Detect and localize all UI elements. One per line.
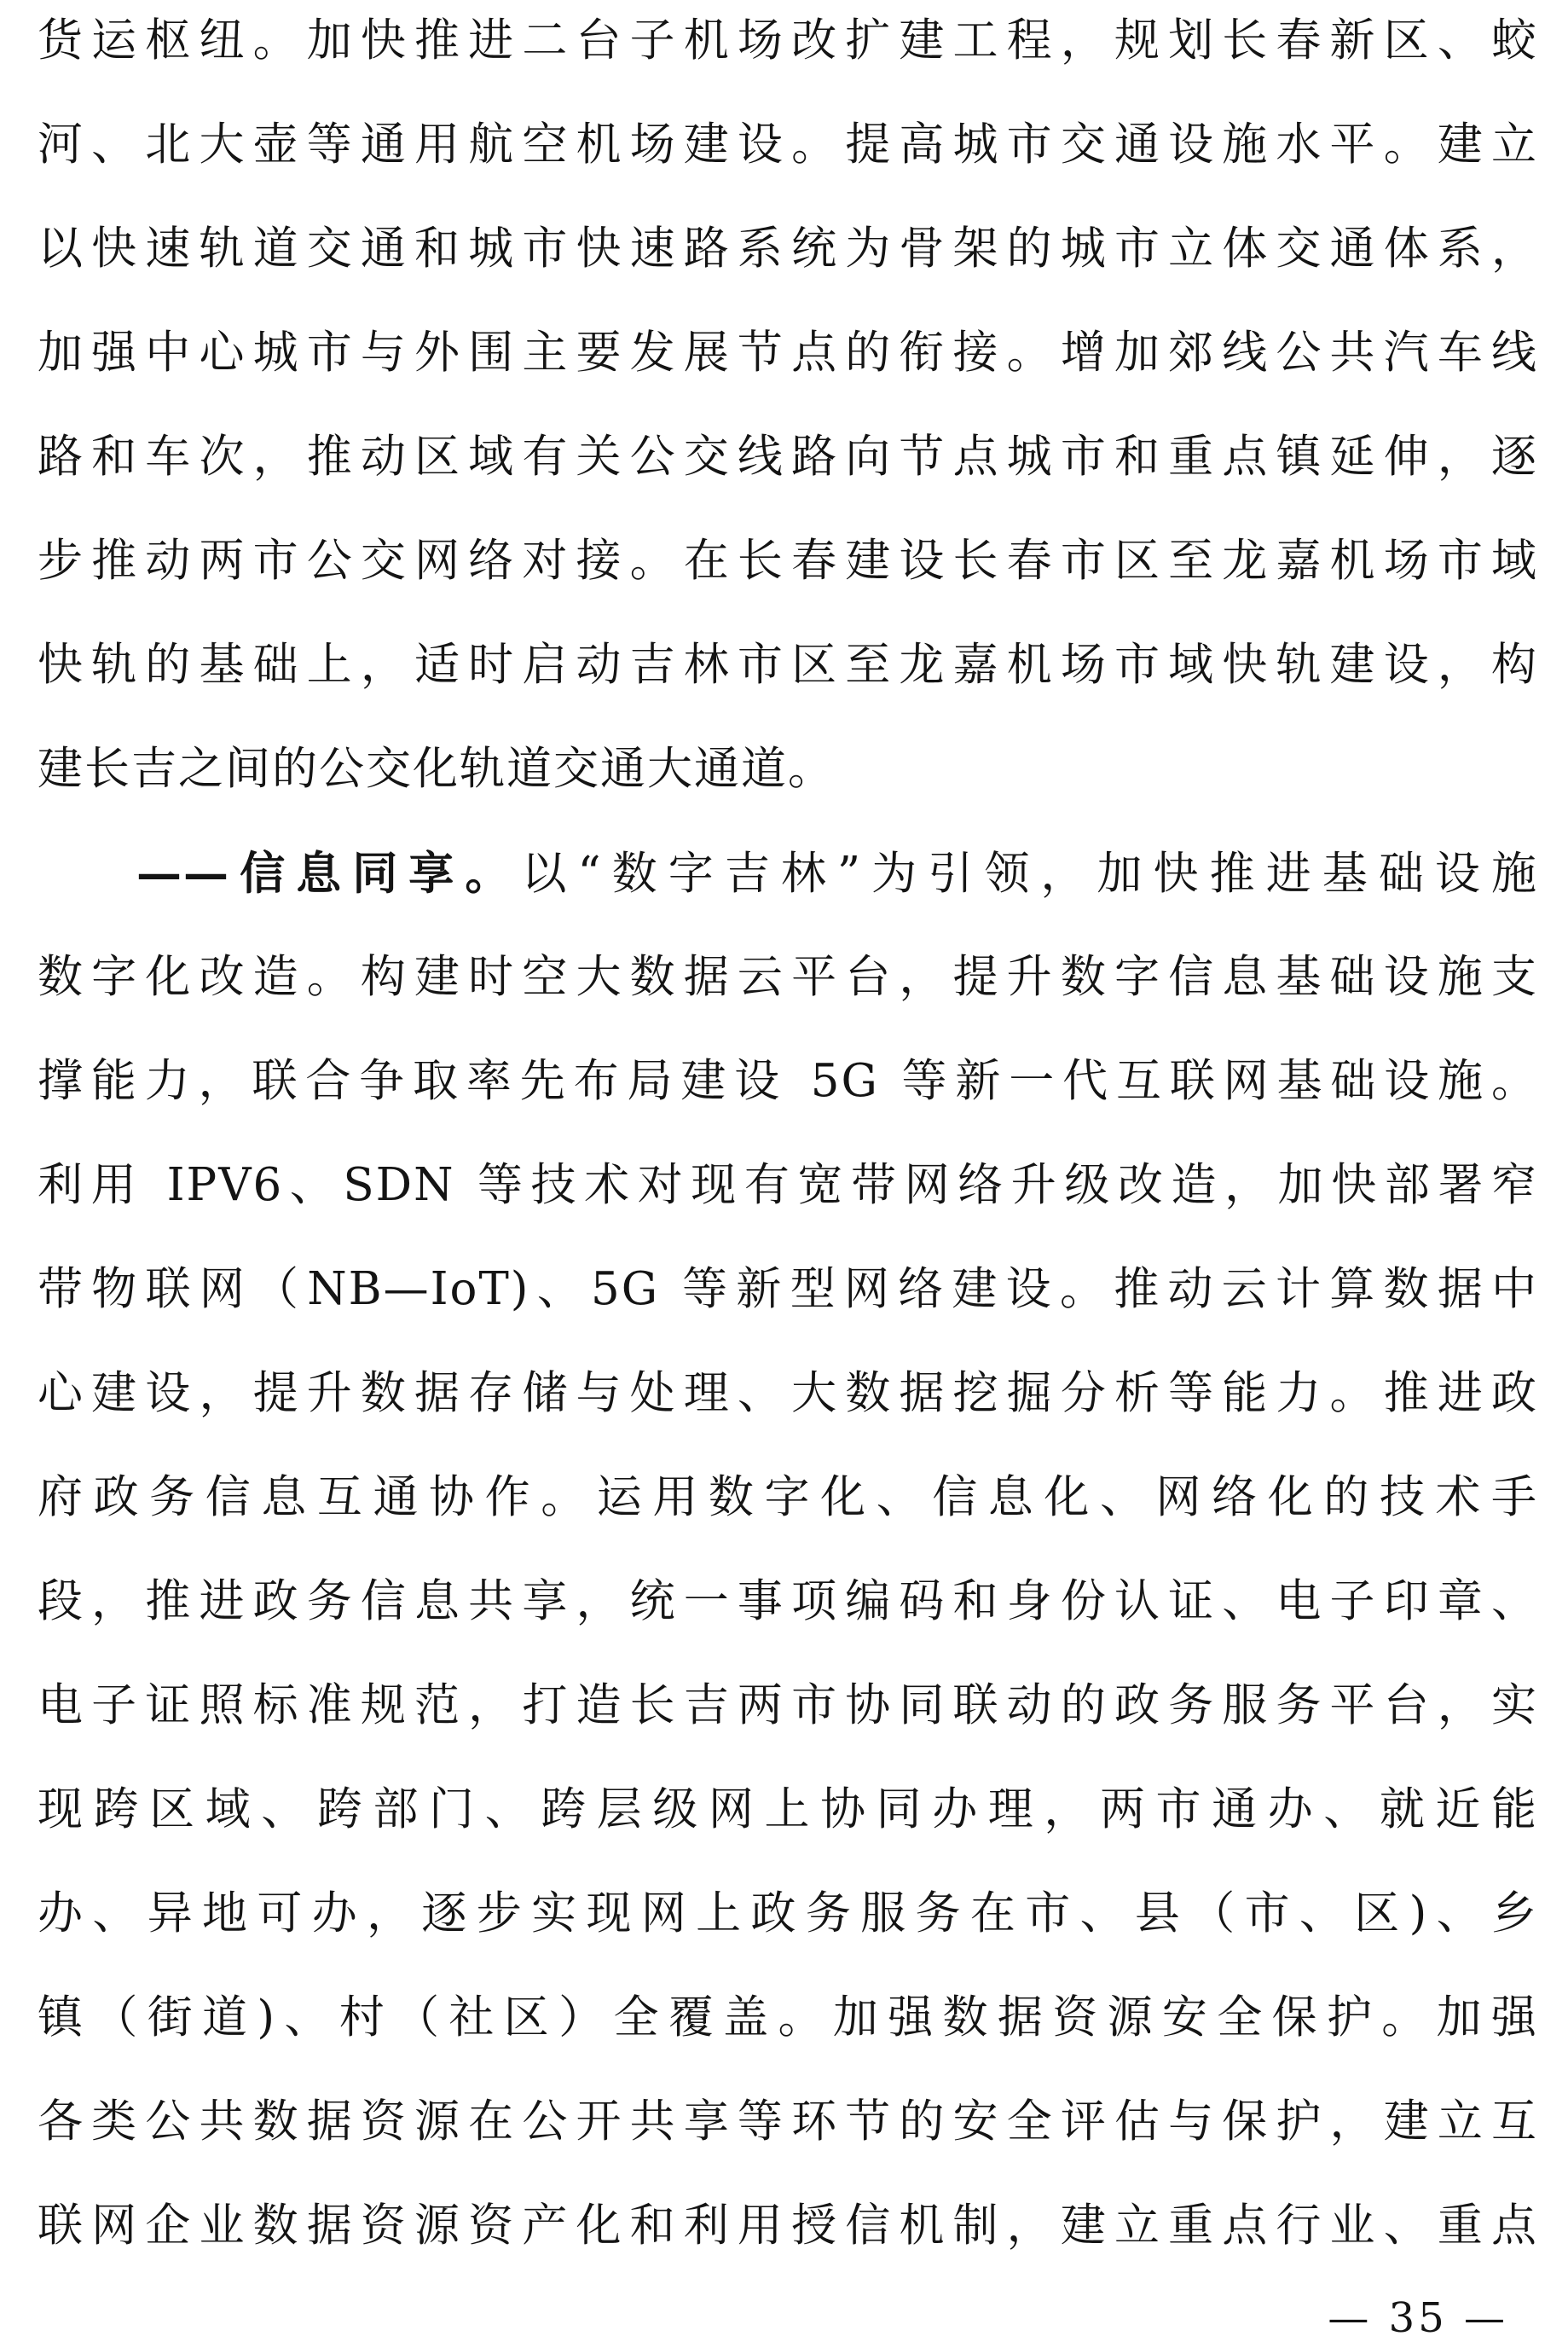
text-line: 以快速轨道交通和城市快速路系统为骨架的城市立体交通体系，	[38, 223, 1538, 275]
text-line: 加强中心城市与外围主要发展节点的衔接。增加郊线公共汽车线	[38, 327, 1538, 379]
page-number: — 35 —	[1328, 2294, 1508, 2342]
text-line: 镇（街道)、村（社区）全覆盖。加强数据资源安全保护。加强	[38, 1991, 1538, 2043]
text-line: 联网企业数据资源资产化和利用授信机制，建立重点行业、重点	[38, 2200, 1538, 2252]
text-line: 电子证照标准规范，打造长吉两市协同联动的政务服务平台，实	[38, 1679, 1538, 1731]
text-line: 办、异地可办，逐步实现网上政务服务在市、县（市、区)、乡	[38, 1887, 1538, 1939]
text-line: 货运枢纽。加快推进二台子机场改扩建工程，规划长春新区、蛟	[38, 14, 1538, 67]
section-first-line-text: 以“数字吉林”为引领，加快推进基础设施	[521, 848, 1538, 900]
text-line: 建长吉之间的公交化轨道交通大通道。	[38, 743, 835, 795]
text-line: 各类公共数据资源在公开共享等环节的安全评估与保护，建立互	[38, 2096, 1538, 2148]
text-line: 利用 IPV6、SDN 等技术对现有宽带网络升级改造，加快部署窄	[38, 1159, 1538, 1211]
text-line: 河、北大壶等通用航空机场建设。提高城市交通设施水平。建立	[38, 119, 1538, 171]
text-line: 心建设，提升数据存储与处理、大数据挖掘分析等能力。推进政	[38, 1367, 1538, 1419]
section-first-line	[38, 822, 1538, 925]
text-line: 带物联网（NB—IoT)、5G 等新型网络建设。推动云计算数据中	[38, 1263, 1538, 1315]
text-line: 快轨的基础上，适时启动吉林市区至龙嘉机场市域快轨建设，构	[38, 639, 1538, 691]
section-heading: ——信息同享。	[136, 847, 522, 900]
text-line: 数字化改造。构建时空大数据云平台，提升数字信息基础设施支	[38, 951, 1538, 1003]
text-line: 现跨区域、跨部门、跨层级网上协同办理，两市通办、就近能	[38, 1783, 1538, 1835]
text-line: 撑能力，联合争取率先布局建设 5G 等新一代互联网基础设施。	[38, 1055, 1538, 1107]
text-line: 段，推进政务信息共享，统一事项编码和身份认证、电子印章、	[38, 1575, 1538, 1627]
text-line: 步推动两市公交网络对接。在长春建设长春市区至龙嘉机场市域	[38, 535, 1538, 587]
text-line: 府政务信息互通协作。运用数字化、信息化、网络化的技术手	[38, 1471, 1538, 1523]
text-line: 路和车次，推动区域有关公交线路向节点城市和重点镇延伸，逐	[38, 431, 1538, 483]
